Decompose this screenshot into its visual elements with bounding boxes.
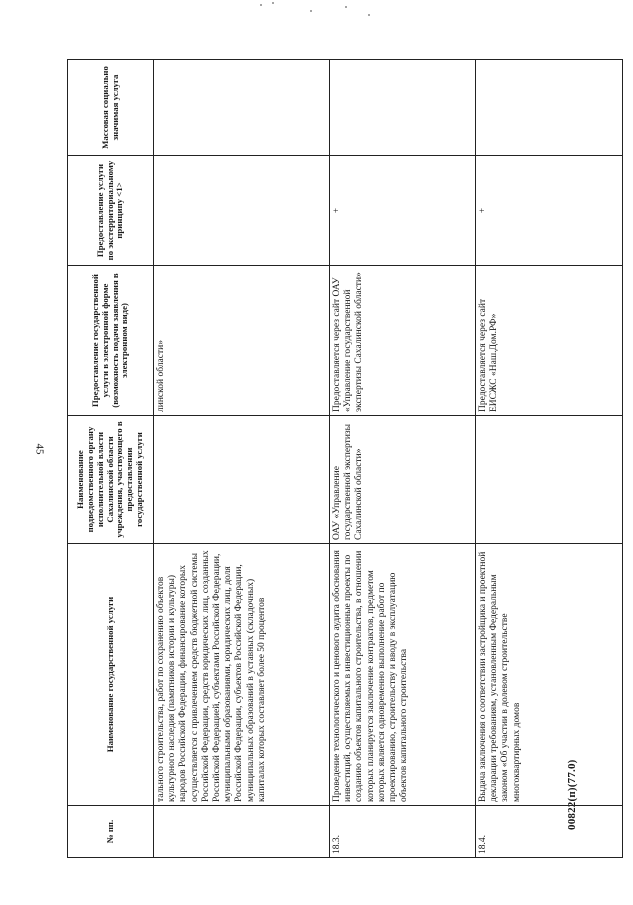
header-electronic-form: Предоставление государственной услуги в электронной форме (возможность подачи заявления в электронном виде)	[68, 266, 154, 416]
extraterritorial: +	[330, 156, 476, 266]
organization	[154, 416, 330, 544]
table-row	[330, 60, 476, 858]
mass-service	[330, 60, 476, 156]
document-code: 00822(п)(77.0)	[566, 759, 578, 830]
mass-service	[476, 60, 623, 156]
header-number: № пп.	[68, 806, 154, 858]
page-number: 45	[33, 443, 46, 455]
row-number: 18.4.	[476, 806, 623, 858]
table-row	[476, 60, 623, 858]
scan-noise	[250, 0, 400, 40]
header-service-name: Наименование государственной услуги	[68, 544, 154, 806]
service-name: Проведение технологического и ценового аудита обоснования инвестиций, осуществляемых в инвестиционные проекты по созданию объектов капитального строительства, в отношении которых планируется заключение контрактов, предметом которых является одновременно выполнение работ по проектированию, строительству и вводу в эксплуатацию объектов капитального строительства	[330, 544, 476, 806]
electronic-form: Предоставляется через сайт ЕИСЖС «Наш.Дом.РФ»	[476, 266, 623, 416]
mass-service	[154, 60, 330, 156]
services-table	[67, 59, 623, 858]
table-row	[154, 60, 330, 858]
service-name: тального строительства, работ по сохранению объектов культурного наследия (памятников истории и культуры) народов Российской Федерации, финансирование которых осуществляется с привлечением средств бюджетной системы Российской Федерации, средств юридических лиц, созданных Российской Федерацией, субъектами Российской Федерации, муниципальными образованиями, юридических лиц, доля Российской Федерации, субъектов Российской Федерации, муниципальных образований в уставных (складочных) капиталах которых составляет более 50 процентов	[154, 544, 330, 806]
row-number: 18.3.	[330, 806, 476, 858]
organization	[476, 416, 623, 544]
electronic-form: линской области»	[154, 266, 330, 416]
organization: ОАУ «Управление государственной экспертизы Сахалинской области»	[330, 416, 476, 544]
header-extraterritorial: Предоставление услуги по экстерриториальному принципу <1>	[68, 156, 154, 266]
row-number	[154, 806, 330, 858]
header-mass-service: Массовая социально значимая услуга	[68, 60, 154, 156]
services-table-container	[67, 60, 622, 858]
electronic-form: Предоставляется через сайт ОАУ «Управление государственной экспертизы Сахалинской области»	[330, 266, 476, 416]
header-organization: Наименование подведомственного органу исполнительной власти Сахалинской области учреждения, участвующего в предоставлении государственной услуги	[68, 416, 154, 544]
extraterritorial	[154, 156, 330, 266]
table-header-row	[68, 60, 154, 858]
service-name: Выдача заключения о соответствии застройщика и проектной декларации требованиям, установленным Федеральным законом «Об участии в долевом строительстве многоквартирных домов	[476, 544, 623, 806]
extraterritorial: +	[476, 156, 623, 266]
